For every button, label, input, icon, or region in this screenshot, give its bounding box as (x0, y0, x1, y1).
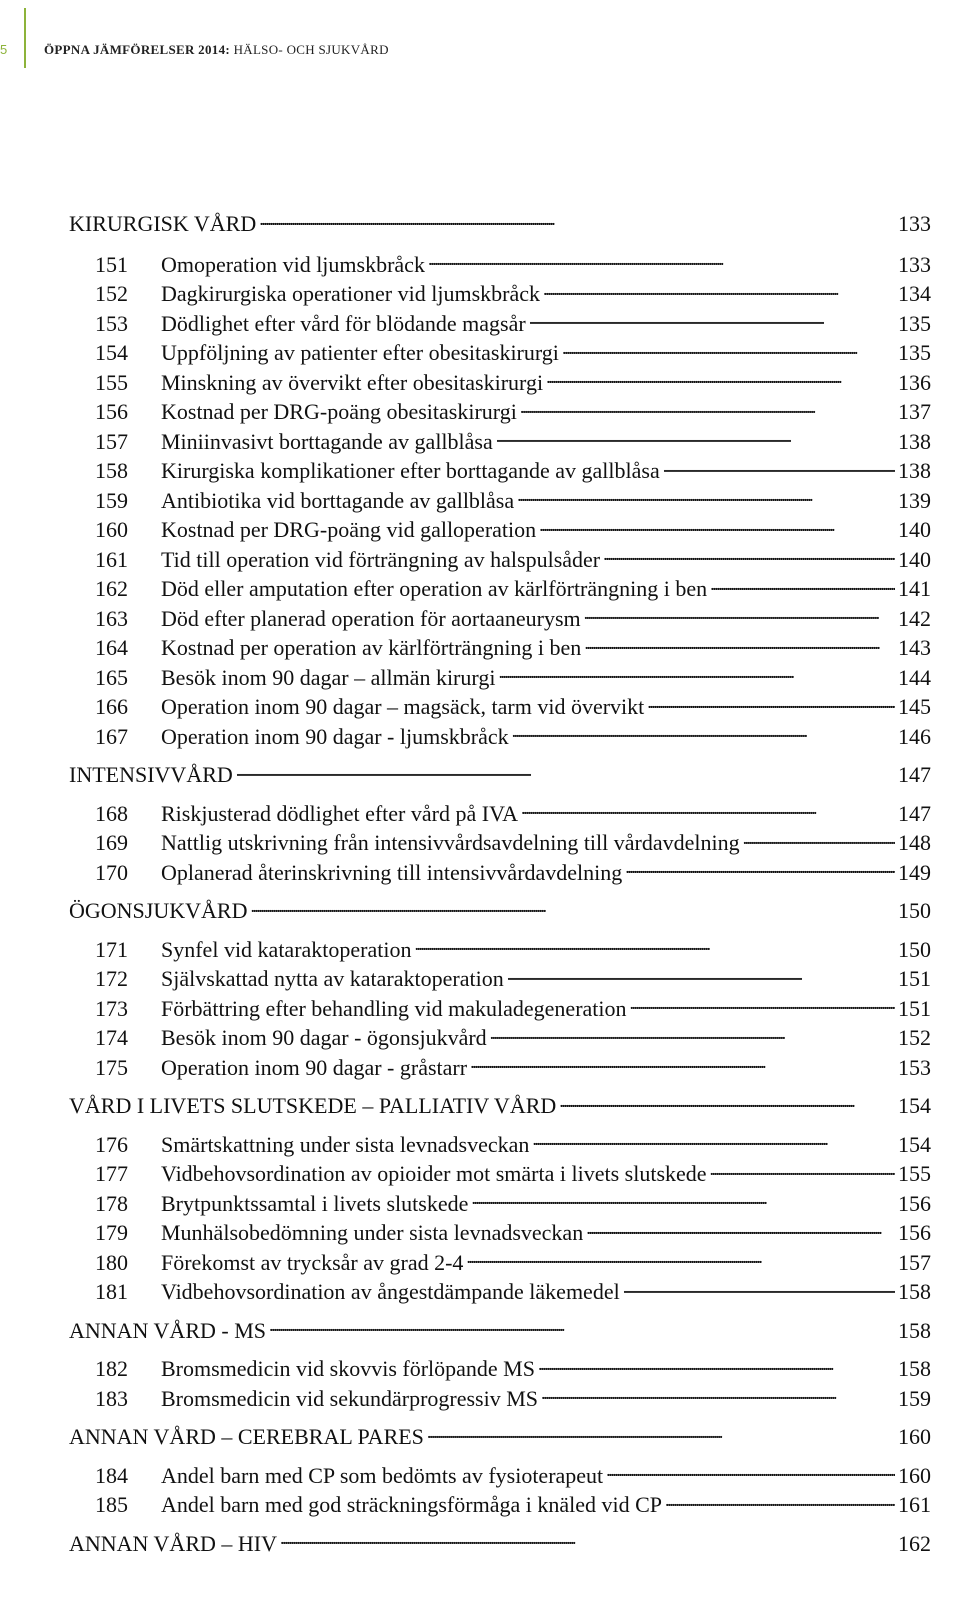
toc-item-row[interactable] (69, 1248, 931, 1278)
toc-item-number: 184 (95, 1462, 128, 1488)
toc-section-row[interactable] (69, 209, 931, 239)
header-rule (24, 8, 26, 68)
toc-page-number: 157 (898, 1249, 931, 1275)
toc-page-number: 147 (898, 800, 931, 826)
toc-dot-leader (427, 1422, 895, 1444)
toc-item-number: 160 (95, 517, 128, 542)
toc-item-title: Operation inom 90 dagar – magsäck, tarm vid övervikt (161, 694, 645, 719)
toc-dot-leader (428, 250, 895, 272)
toc-page-number: 154 (898, 1131, 931, 1157)
toc-item-title: Antibiotika vid borttagande av gallblåsa (161, 487, 515, 513)
toc-item-row[interactable] (69, 799, 931, 829)
toc-item-number: 163 (95, 605, 128, 631)
toc-page-number: 146 (898, 723, 931, 749)
toc-dot-leader (559, 1091, 895, 1113)
toc-item-title: Andel barn med god sträckningsförmåga i knäled vid CP (161, 1492, 663, 1517)
toc-item-title: Operation inom 90 dagar - ljumskbråck (161, 723, 509, 749)
toc-item-title: Kostnad per operation av kärlförträngning i ben (161, 635, 582, 660)
toc-item-title: Besök inom 90 dagar – allmän kirurgi (161, 664, 496, 690)
toc-item-title: Förbättring efter behandling vid makuladegeneration (161, 995, 627, 1021)
header-title-rest: HÄLSO- OCH SJUKVÅRD (230, 42, 389, 57)
toc-item-number: 180 (95, 1249, 128, 1275)
toc-item-row[interactable] (69, 1053, 931, 1083)
toc-dot-leader (743, 828, 895, 850)
toc-item-row[interactable] (69, 1277, 931, 1307)
toc-page-number: 135 (898, 310, 931, 336)
toc-dot-leader (512, 722, 895, 744)
toc-item-title: Besök inom 90 dagar - ögonsjukvård (161, 1025, 487, 1050)
toc-dot-leader (520, 397, 895, 419)
toc-dot-leader (586, 1218, 895, 1240)
toc-item-row[interactable] (69, 1218, 931, 1248)
toc-item-row[interactable] (69, 828, 931, 858)
toc-page-number: 150 (898, 936, 931, 962)
toc-page-number: 152 (898, 1025, 931, 1050)
toc-item-number: 168 (95, 800, 128, 826)
toc-item-row[interactable] (69, 1384, 931, 1414)
toc-item-row[interactable] (69, 1461, 931, 1491)
toc-item-title: Död efter planerad operation för aortaaneurysm (161, 605, 581, 631)
toc-item-title: Andel barn med CP som bedömts av fysioterapeut (161, 1462, 604, 1488)
toc-item-title: Tid till operation vid förträngning av halspulsåder (161, 546, 601, 572)
toc-item-row[interactable] (69, 309, 931, 339)
toc-item-number: 183 (95, 1385, 128, 1411)
toc-page-number: 159 (898, 1385, 931, 1411)
toc-dot-leader (250, 896, 895, 918)
toc-page-number: 158 (898, 1279, 931, 1304)
toc-dot-leader (498, 663, 895, 685)
toc-section-title: ANNAN VÅRD - MS (69, 1317, 267, 1343)
toc-item-row[interactable] (69, 1490, 931, 1520)
toc-item-number: 172 (95, 966, 128, 991)
toc-item-row[interactable] (69, 338, 931, 368)
toc-page-number: 149 (898, 859, 931, 885)
toc-item-row[interactable] (69, 1023, 931, 1053)
page-number: 5 (0, 42, 8, 57)
toc-item-number: 165 (95, 664, 128, 690)
toc-item-row[interactable] (69, 279, 931, 309)
toc-dot-leader (470, 1053, 895, 1075)
toc-item-title: Uppföljning av patienter efter obesitaskirurgi (161, 340, 559, 365)
toc-section-title: KIRURGISK VÅRD (69, 211, 257, 236)
toc-page-number: 153 (898, 1054, 931, 1080)
toc-dot-leader (539, 515, 895, 537)
toc-page-number: 161 (898, 1492, 931, 1517)
toc-section-row[interactable] (69, 1316, 931, 1346)
toc-section-row[interactable] (69, 1529, 931, 1559)
toc-item-row[interactable] (69, 515, 931, 545)
toc-page-number: 150 (898, 898, 931, 923)
toc-item-number: 179 (95, 1220, 128, 1245)
toc-item-number: 152 (95, 281, 128, 306)
toc-dot-leader (507, 964, 895, 986)
toc-item-title: Bromsmedicin vid skovvis förlöpande MS (161, 1356, 535, 1381)
toc-item-row[interactable] (69, 545, 931, 575)
toc-item-number: 167 (95, 723, 128, 749)
toc-item-row[interactable] (69, 633, 931, 663)
toc-item-title: Dödlighet efter vård för blödande magsår (161, 310, 526, 336)
toc-item-row[interactable] (69, 964, 931, 994)
toc-item-row[interactable] (69, 722, 931, 752)
toc-page-number: 148 (898, 830, 931, 855)
toc-dot-leader (259, 209, 895, 231)
toc-item-title: Oplanerad återinskrivning till intensivvårdavdelning (161, 859, 623, 885)
toc-dot-leader (541, 1384, 895, 1406)
toc-dot-leader (543, 279, 895, 301)
toc-dot-leader (490, 1023, 895, 1045)
toc-item-row[interactable] (69, 1189, 931, 1219)
table-of-contents (69, 209, 931, 1567)
toc-section-title: INTENSIVVÅRD (69, 762, 233, 787)
toc-dot-leader (562, 338, 895, 360)
toc-item-number: 178 (95, 1190, 128, 1216)
toc-dot-leader (584, 604, 895, 626)
toc-item-title: Smärtskattning under sista levnadsveckan (161, 1131, 530, 1157)
toc-page-number: 151 (898, 995, 931, 1021)
toc-dot-leader (529, 309, 895, 331)
toc-section-title: ANNAN VÅRD – HIV (69, 1530, 277, 1556)
toc-dot-leader (663, 456, 895, 478)
toc-dot-leader (546, 368, 895, 390)
toc-dot-leader (710, 1159, 895, 1181)
toc-section-title: VÅRD I LIVETS SLUTSKEDE – PALLIATIV VÅRD (69, 1093, 557, 1118)
toc-page-number: 151 (898, 966, 931, 991)
header-title-bold: ÖPPNA JÄMFÖRELSER 2014: (44, 42, 231, 57)
toc-dot-leader (584, 633, 895, 655)
toc-item-row[interactable] (69, 368, 931, 398)
toc-item-row[interactable] (69, 486, 931, 516)
toc-page-number: 134 (898, 281, 931, 306)
toc-page-number: 154 (898, 1093, 931, 1118)
toc-item-row[interactable] (69, 456, 931, 486)
toc-dot-leader (236, 760, 895, 782)
toc-page-number: 138 (898, 458, 931, 483)
toc-page-number: 135 (898, 340, 931, 365)
toc-item-number: 175 (95, 1054, 128, 1080)
toc-page-number: 143 (898, 635, 931, 660)
toc-item-title: Nattlig utskrivning från intensivvårdsavdelning till vårdavdelning (161, 830, 740, 855)
toc-page-number: 137 (898, 399, 931, 424)
toc-page-number: 139 (898, 487, 931, 513)
toc-item-title: Minskning av övervikt efter obesitaskirurgi (161, 369, 544, 395)
toc-dot-leader (606, 1461, 895, 1483)
toc-item-title: Riskjusterad dödlighet efter vård på IVA (161, 800, 519, 826)
toc-item-number: 182 (95, 1356, 128, 1381)
toc-section-row[interactable] (69, 760, 931, 790)
toc-item-title: Förekomst av trycksår av grad 2-4 (161, 1249, 464, 1275)
toc-item-row[interactable] (69, 858, 931, 888)
toc-page-number: 158 (898, 1317, 931, 1343)
toc-dot-leader (647, 692, 895, 714)
toc-item-number: 153 (95, 310, 128, 336)
toc-item-number: 171 (95, 936, 128, 962)
toc-item-number: 164 (95, 635, 128, 660)
toc-page-number: 160 (898, 1424, 931, 1449)
toc-dot-leader (496, 427, 895, 449)
toc-item-title: Munhälsobedömning under sista levnadsveckan (161, 1220, 584, 1245)
toc-dot-leader (625, 858, 895, 880)
toc-section-title: ANNAN VÅRD – CEREBRAL PARES (69, 1424, 424, 1449)
toc-item-title: Brytpunktssamtal i livets slutskede (161, 1190, 469, 1216)
toc-item-title: Omoperation vid ljumskbråck (161, 251, 425, 277)
toc-dot-leader (630, 994, 895, 1016)
toc-page-number: 133 (898, 251, 931, 277)
toc-page-number: 156 (898, 1220, 931, 1245)
toc-item-number: 170 (95, 859, 128, 885)
toc-item-number: 181 (95, 1279, 128, 1304)
toc-dot-leader (710, 574, 895, 596)
toc-item-title: Dagkirurgiska operationer vid ljumskbråck (161, 281, 540, 306)
toc-dot-leader (269, 1316, 895, 1338)
toc-dot-leader (532, 1130, 895, 1152)
toc-item-title: Kostnad per DRG-poäng obesitaskirurgi (161, 399, 517, 424)
toc-item-title: Bromsmedicin vid sekundärprogressiv MS (161, 1385, 539, 1411)
toc-page-number: 158 (898, 1356, 931, 1381)
toc-item-title: Död eller amputation efter operation av kärlförträngning i ben (161, 576, 708, 601)
toc-item-number: 155 (95, 369, 128, 395)
toc-item-row[interactable] (69, 663, 931, 693)
toc-item-number: 159 (95, 487, 128, 513)
toc-dot-leader (414, 935, 895, 957)
toc-item-title: Självskattad nytta av kataraktoperation (161, 966, 504, 991)
toc-dot-leader (603, 545, 895, 567)
toc-item-row[interactable] (69, 935, 931, 965)
toc-item-row[interactable] (69, 604, 931, 634)
toc-dot-leader (466, 1248, 895, 1270)
toc-section-row[interactable] (69, 1091, 931, 1121)
toc-item-title: Operation inom 90 dagar - gråstarr (161, 1054, 468, 1080)
toc-page-number: 142 (898, 605, 931, 631)
toc-item-row[interactable] (69, 397, 931, 427)
toc-dot-leader (538, 1354, 895, 1376)
toc-page-number: 136 (898, 369, 931, 395)
toc-page-number: 155 (898, 1161, 931, 1186)
toc-item-title: Kirurgiska komplikationer efter borttagande av gallblåsa (161, 458, 660, 483)
toc-item-number: 173 (95, 995, 128, 1021)
toc-item-row[interactable] (69, 1159, 931, 1189)
toc-dot-leader (665, 1490, 895, 1512)
toc-item-number: 157 (95, 428, 128, 454)
toc-page-number: 140 (898, 517, 931, 542)
toc-item-row[interactable] (69, 692, 931, 722)
toc-item-number: 158 (95, 458, 128, 483)
toc-item-title: Miniinvasivt borttagande av gallblåsa (161, 428, 493, 454)
toc-item-row[interactable] (69, 1354, 931, 1384)
toc-dot-leader (521, 799, 895, 821)
toc-item-title: Vidbehovsordination av opioider mot smärta i livets slutskede (161, 1161, 707, 1186)
toc-item-number: 169 (95, 830, 128, 855)
toc-item-row[interactable] (69, 427, 931, 457)
toc-page-number: 138 (898, 428, 931, 454)
toc-item-number: 174 (95, 1025, 128, 1050)
toc-page-number: 162 (898, 1530, 931, 1556)
toc-page-number: 141 (898, 576, 931, 601)
toc-item-row[interactable] (69, 574, 931, 604)
toc-item-number: 166 (95, 694, 128, 719)
toc-dot-leader (623, 1277, 895, 1299)
toc-page-number: 133 (898, 211, 931, 236)
toc-item-row[interactable] (69, 1130, 931, 1160)
toc-item-title: Synfel vid kataraktoperation (161, 936, 412, 962)
toc-item-number: 154 (95, 340, 128, 365)
toc-item-number: 156 (95, 399, 128, 424)
toc-item-title: Vidbehovsordination av ångestdämpande läkemedel (161, 1279, 620, 1304)
toc-page-number: 147 (898, 762, 931, 787)
toc-section-title: ÖGONSJUKVÅRD (69, 898, 248, 923)
toc-item-number: 161 (95, 546, 128, 572)
toc-page-number: 160 (898, 1462, 931, 1488)
toc-page-number: 140 (898, 546, 931, 572)
toc-item-number: 162 (95, 576, 128, 601)
toc-page-number: 144 (898, 664, 931, 690)
toc-section-row[interactable] (69, 896, 931, 926)
header-title (44, 42, 389, 58)
toc-section-row[interactable] (69, 1422, 931, 1452)
toc-dot-leader (517, 486, 895, 508)
toc-item-row[interactable] (69, 994, 931, 1024)
page-header (0, 0, 960, 90)
toc-item-row[interactable] (69, 250, 931, 280)
toc-dot-leader (280, 1529, 895, 1551)
toc-page-number: 156 (898, 1190, 931, 1216)
toc-dot-leader (471, 1189, 895, 1211)
toc-item-title: Kostnad per DRG-poäng vid galloperation (161, 517, 537, 542)
toc-item-number: 185 (95, 1492, 128, 1517)
toc-page-number: 145 (898, 694, 931, 719)
toc-item-number: 151 (95, 251, 128, 277)
toc-item-number: 177 (95, 1161, 128, 1186)
toc-item-number: 176 (95, 1131, 128, 1157)
